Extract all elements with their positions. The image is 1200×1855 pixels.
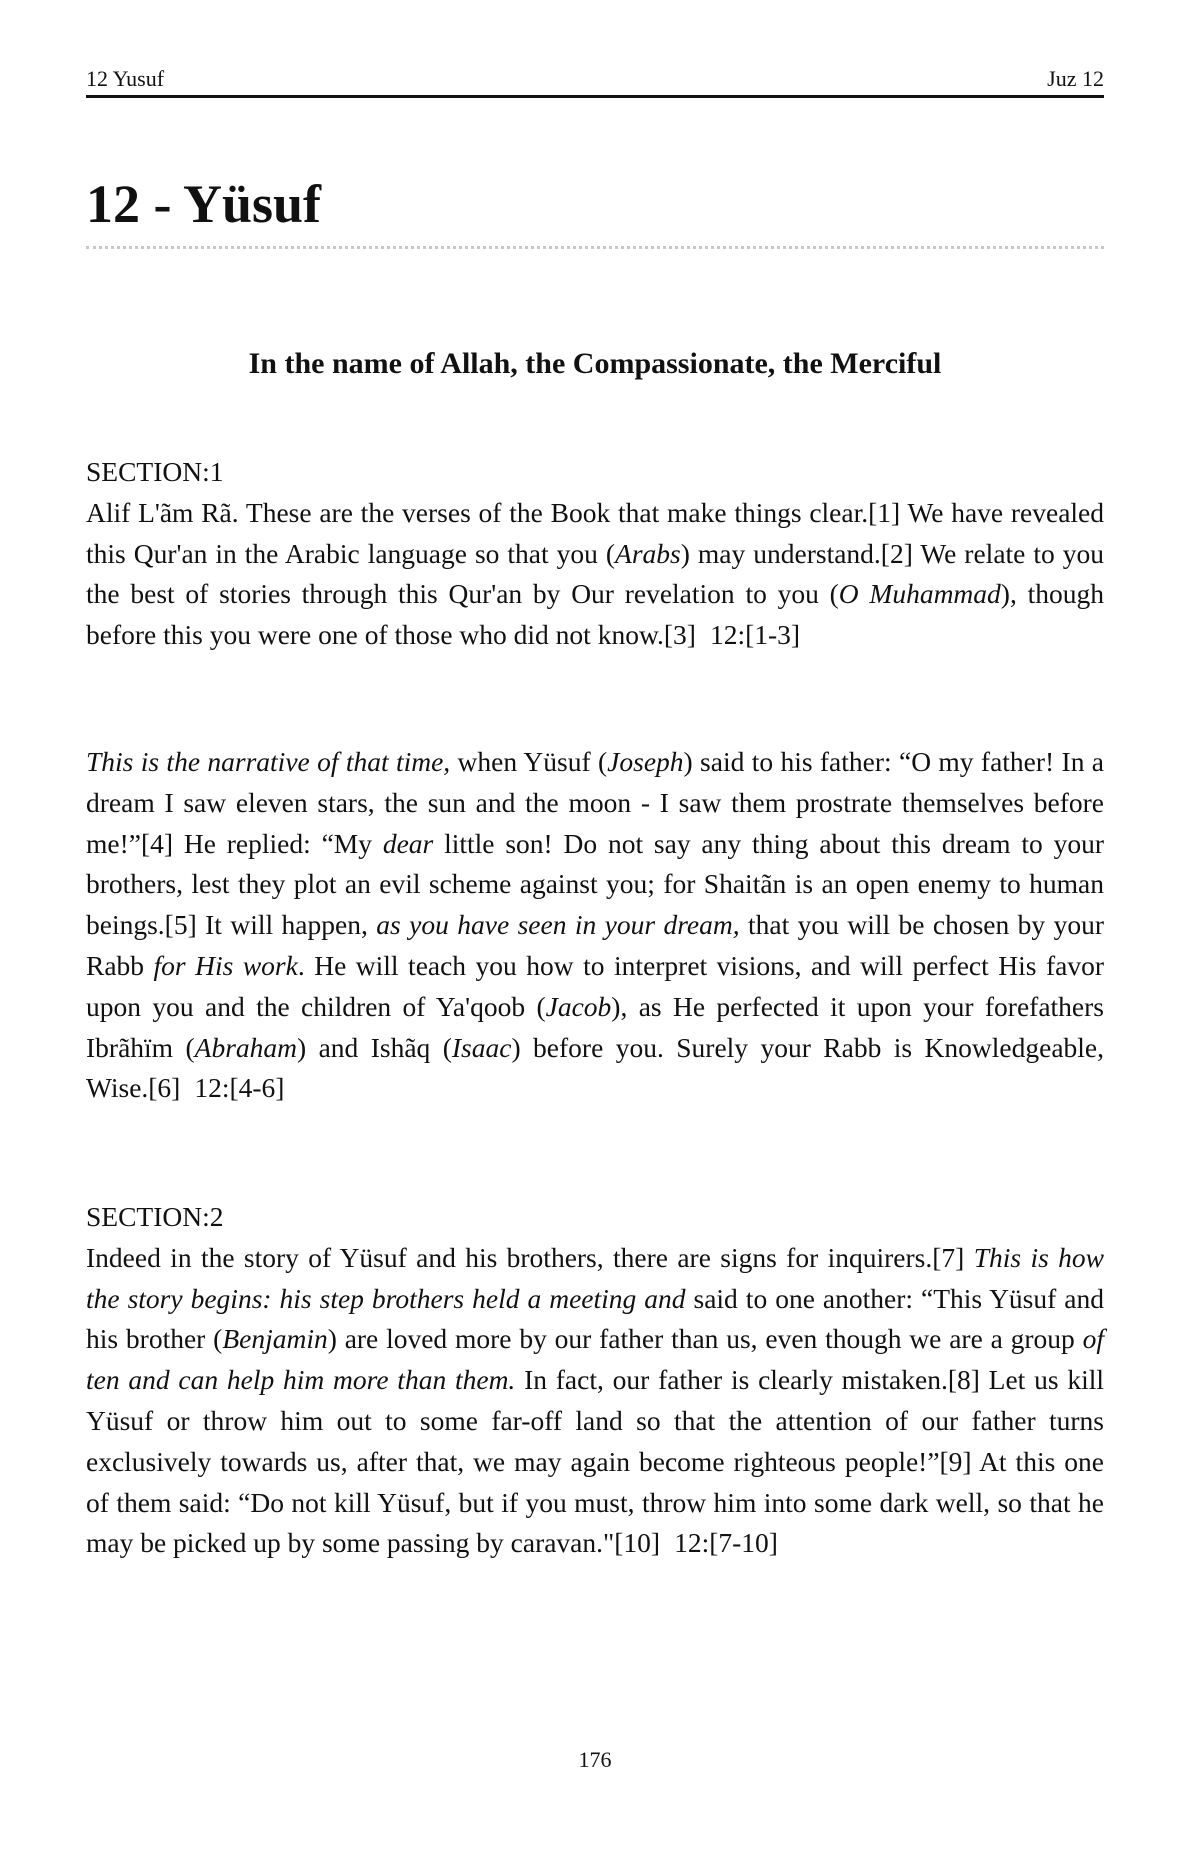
italic-gloss: Isaac [451,1031,512,1063]
verse-text: when Yüsuf ( [450,746,608,777]
italic-gloss: This is the narrative of that time, [86,746,451,777]
verse-text: Alif L'ãm Rã. These are the verses of the Book that make things clear.[1] We have revealed this Qur'an in the Arabic language so that you ( [86,496,1104,569]
verse-text: ) may understand.[2] We relate to you the best of stories through this Qur'an by Our revelation to you ( [86,537,1105,610]
verse-paragraph [86,1238,1104,1564]
section-1-continued-block [86,742,1104,1109]
verse-text: ) are loved more by our father than us, even though we are a group [327,1323,1083,1355]
verse-text: Indeed in the story of Yüsuf and his brothers, there are signs for inquirers.[7] [86,1241,974,1273]
verse-text: In fact, our father is clearly mistaken.[8] Let us kill Yüsuf or throw him out to some far-off land so that the attention of our father turns exclusively towards us, after that, we may again become righteous people!”[9] At this one of them said: “Do not kill Yüsuf, but if you must, throw him into some dark well, so that he may be picked up by some passing by caravan."[10] [86,1364,1104,1559]
section-label: SECTION:1 [86,456,224,487]
verse-reference: 12:[4-6] [194,1072,285,1104]
italic-gloss: This is how the story begins: his step brothers held a meeting and [86,1241,1104,1314]
italic-gloss: O Muhammad [838,578,1001,610]
verse-reference: 12:[7-10] [674,1527,778,1559]
italic-gloss: Benjamin [222,1323,328,1355]
italic-gloss: Arabs [615,537,681,569]
verse-text: little son! Do not say any thing about this dream to your brothers, lest they plot an evil scheme against you; for Shaitãn is an open enemy to human beings.[5] It will happen, [86,827,1104,941]
italic-gloss: Abraham [194,1031,298,1063]
chapter-title: 12 - Yüsuf [86,172,1104,249]
verse-text: said to one another: “This Yüsuf and his brother ( [86,1282,1104,1355]
verse-text: ) said to his father: “O my father! In a dream I saw eleven stars, the sun and the moon - I saw them prostrate themselves before me!”[4] He replied: “My [86,746,1105,859]
italic-gloss: for His work [153,949,298,981]
verse-text: that you will be chosen by your Rabb [86,909,1104,981]
section-2-block [86,1197,1104,1564]
verse-reference: 12:[1-3] [709,619,801,651]
verse-paragraph [86,493,1104,656]
page [86,0,1104,1855]
verse-text: . He will teach you how to interpret visions, and will perfect His favor upon you and the children of Ya'qoob ( [86,949,1104,1022]
section-1-block [86,452,1104,656]
verse-text: ) before you. Surely your Rabb is Knowledgeable, Wise.[6] [86,1031,1104,1104]
verse-text: ), though before this you were one of those who did not know.[3] [86,578,1104,651]
italic-gloss: dear [382,827,434,859]
section-label: SECTION:2 [86,1201,224,1232]
basmala-heading: In the name of Allah, the Compassionate, the Merciful [248,347,942,380]
italic-gloss: Joseph [607,746,684,777]
header-surah-label: 12 Yusuf [86,66,165,91]
italic-gloss: Jacob [545,990,612,1022]
page-number: 176 [578,1747,612,1772]
verse-text: ), as He perfected it upon your forefathers Ibrãhïm ( [86,990,1104,1063]
header-juz-label: Juz 12 [1047,66,1104,91]
verse-text: ) and Ishãq ( [297,1031,452,1063]
verse-paragraph [86,742,1104,1109]
italic-gloss: of ten and can help him more than them. [86,1323,1104,1396]
running-header [86,66,1104,98]
italic-gloss: as you have seen in your dream, [376,909,740,941]
